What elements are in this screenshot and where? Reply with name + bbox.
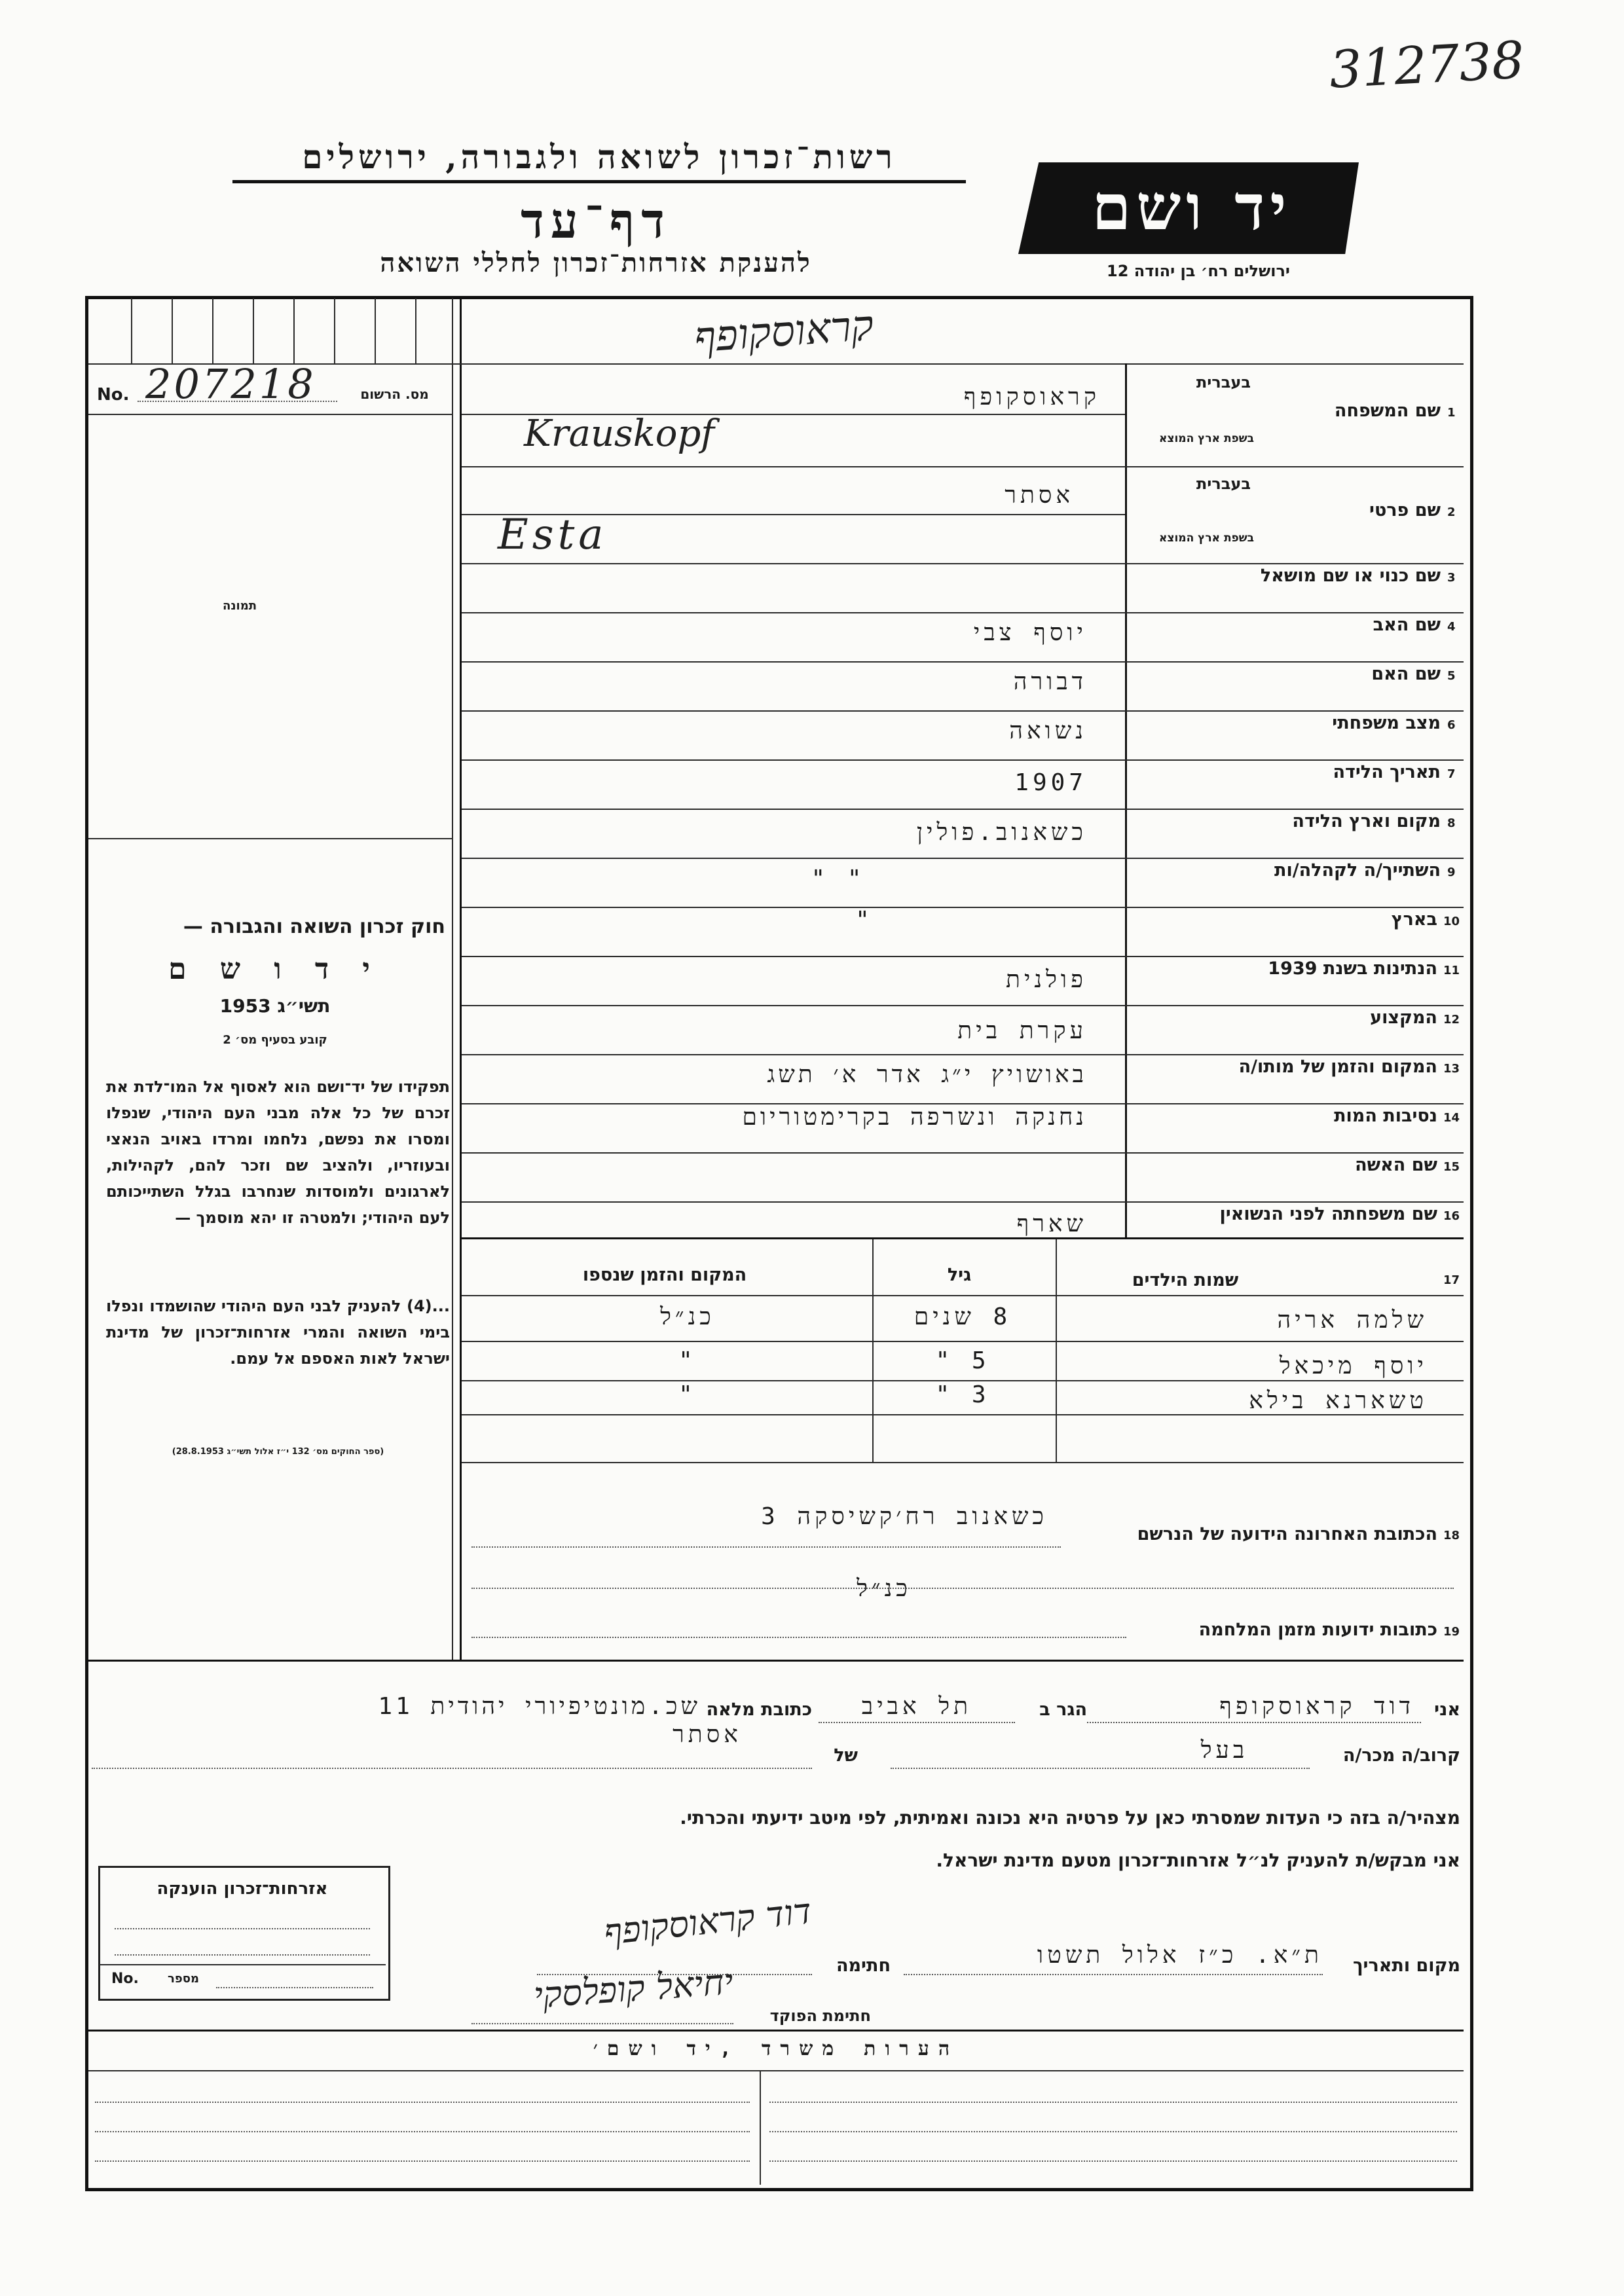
field-1-value-hebrew[interactable]: קראוסקופף (963, 384, 1100, 410)
declaration-ani: אני (1434, 1700, 1460, 1720)
field-12-label: המקצוע (1370, 1008, 1437, 1028)
field-2-label: שם פרטי (1369, 500, 1441, 520)
remarks-heading: הערות משרד ,יד ושם׳ (593, 2037, 959, 2060)
field-9-number: 9 (1447, 866, 1456, 879)
victim-name-ref[interactable]: אסתר (673, 1721, 742, 1748)
child-2-place[interactable]: " (678, 1347, 697, 1374)
field-5-value[interactable]: דבורה (1013, 668, 1087, 695)
officer-signature[interactable]: יחיאל קופלסקי (532, 1961, 735, 2016)
field-5-number: 5 (1447, 669, 1456, 683)
field-6-number: 6 (1447, 718, 1456, 732)
field-1-value-latin[interactable]: Krauskopf (524, 412, 715, 455)
law-paragraph-2: ...(4) להעניק לבני העם היהודי שהושמדו ונפלו בימי השואה והמרי אזרחות־זכרון של מדינת ישראל לאות האספם אל עמם. (106, 1297, 450, 1368)
law-clause: קובע בסעיף מס׳ 2 (223, 1033, 327, 1047)
field-10-number: 10 (1443, 915, 1460, 928)
field-2-sub-origin: בשפת ארץ המוצא (1158, 532, 1254, 545)
field-6-label: מצב משפחתי (1332, 713, 1441, 733)
declarant-relation[interactable]: בעל (1200, 1737, 1249, 1764)
field-4-number: 4 (1447, 620, 1456, 634)
field-18-value[interactable]: כשאנוב רח׳קשיסקה 3 (761, 1503, 1048, 1530)
child-3-name[interactable]: טשארנא בילא (1249, 1387, 1428, 1414)
field-1-sub-hebrew: בעברית (1196, 373, 1251, 392)
archive-number: 312738 (1327, 31, 1526, 100)
declarant-name[interactable]: דוד קראוסקופף (1219, 1693, 1414, 1720)
citizenship-box-no: No. (111, 1971, 139, 1987)
field-10-value[interactable]: " (855, 907, 874, 934)
field-6-value[interactable]: נשואה (1009, 718, 1087, 744)
field-8-value[interactable]: כשאנוב.פולין (916, 819, 1087, 846)
field-4-label: שם האב (1373, 615, 1441, 635)
child-1-place[interactable]: כנ״ל (660, 1303, 715, 1330)
declaration-statement-2: אני מבקש/ת להעניק לנ״ל אזרחות־זכרון מטעם מדינת ישראל. (936, 1850, 1460, 1871)
field-7-value[interactable]: 1907 (1014, 769, 1087, 796)
children-col-place: המקום והזמן שנספו (582, 1265, 747, 1285)
child-1-age[interactable]: 8 שנים (913, 1303, 1012, 1330)
child-1-name[interactable]: שלמה אריה (1277, 1307, 1428, 1334)
field-9-value[interactable]: " " (811, 866, 866, 892)
place-date-value[interactable]: ת״א. כ״ז אלול תשטו (1037, 1942, 1323, 1969)
law-year: תשי״ג 1953 (219, 995, 331, 1017)
field-13-number: 13 (1443, 1062, 1460, 1076)
field-18-number: 18 (1443, 1529, 1460, 1542)
field-13-label: המקום והזמן של מותו/ה (1238, 1057, 1437, 1077)
field-14-value[interactable]: נחנקה ונשרפה בקרימטוריום (742, 1104, 1087, 1131)
declarant-signature[interactable]: דוד קראוסקופף (602, 1890, 814, 1954)
child-3-place[interactable]: " (678, 1381, 697, 1408)
field-2-number: 2 (1447, 505, 1456, 519)
field-12-number: 12 (1443, 1013, 1460, 1027)
children-col-names: שמות הילדים (1132, 1270, 1239, 1290)
authority-underline (232, 180, 966, 183)
form-title: דף־עד (521, 193, 671, 249)
field-14-label: נסיבות המות (1334, 1106, 1437, 1126)
form-subtitle: להענקת אזרחות־זכרון לחללי השואה (380, 247, 812, 278)
field-3-label: שם כנוי או שם מושאל (1260, 566, 1441, 586)
field-7-number: 7 (1447, 767, 1456, 781)
field-16-label: שם משפחתה לפני הנשואין (1219, 1204, 1437, 1224)
field-18-value-2[interactable]: כנ״ל (857, 1575, 912, 1602)
field-11-number: 11 (1443, 964, 1460, 977)
field-8-number: 8 (1447, 816, 1456, 830)
signature-label: חתימה (836, 1956, 891, 1976)
law-source: (ספר החוקים מס׳ 132 י״ז אלול תשי״ג 28.8.1953) (172, 1447, 384, 1457)
field-8-label: מקום וארץ הלידה (1292, 811, 1441, 831)
declarant-city[interactable]: תל אביב (861, 1693, 972, 1720)
registration-label: מס. הרשום (360, 386, 429, 402)
registration-number[interactable]: 207218 (145, 360, 316, 408)
field-11-label: הנתינות בשנת 1939 (1268, 958, 1437, 979)
field-17-number: 17 (1443, 1273, 1460, 1287)
declarant-address[interactable]: שכ.מונטיפיורי יהודית 11 (378, 1693, 701, 1720)
field-19-label: כתובות ידועות מזמן המלחמה (1198, 1620, 1437, 1640)
authority-heading: רשות־זכרון לשואה ולגבורה, ירושלים (302, 137, 896, 176)
field-10-label: בארץ (1391, 909, 1437, 930)
declaration-address-label: כתובת מלאה (706, 1700, 812, 1720)
field-5-label: שם האם (1371, 664, 1441, 684)
declaration-relative-label: קרוב/ה מכר/ה (1342, 1745, 1460, 1766)
field-13-value[interactable]: באושויץ י״ג אדר א׳ תשג (767, 1061, 1087, 1088)
citizenship-box-number-label: מספר (168, 1972, 199, 1986)
field-16-number: 16 (1443, 1209, 1460, 1223)
law-heading: חוק זכרון השואה והגבורה — (183, 915, 445, 938)
field-18-label: הכתובת האחרונה הידועה של הנרשם (1137, 1524, 1437, 1544)
field-4-value[interactable]: יוסף צבי (973, 619, 1087, 646)
field-15-number: 15 (1443, 1160, 1460, 1174)
field-12-value[interactable]: עקרת בית (957, 1017, 1087, 1044)
child-3-age[interactable]: 3 " (935, 1381, 990, 1408)
field-9-label: השתייך/ה לקהלה/ות (1274, 860, 1441, 881)
registration-no-prefix: No. (97, 385, 130, 405)
officer-signature-label: חתימת הפוקד (769, 2007, 871, 2025)
field-2-value-latin[interactable]: Esta (498, 511, 608, 559)
law-name: י ד ו ש ם (168, 953, 382, 986)
declaration-residing-label: הגר ב (1039, 1700, 1087, 1720)
field-7-label: תאריך הלידה (1333, 762, 1441, 782)
citizenship-box-title: אזרחות־זכרון הוענקה (157, 1879, 328, 1899)
field-3-number: 3 (1447, 571, 1456, 585)
child-2-name[interactable]: יוסף מיכאל (1279, 1353, 1428, 1379)
child-2-age[interactable]: 5 " (935, 1347, 990, 1374)
logo-text: יד ושם (1092, 170, 1292, 244)
field-1-sub-origin: בשפת ארץ המוצא (1158, 432, 1254, 445)
field-14-number: 14 (1443, 1111, 1460, 1125)
field-2-value-hebrew[interactable]: אסתר (1005, 482, 1074, 509)
law-paragraph-1: תפקידו של יד־ושם הוא לאסוף אל המו־לדת את זכרם של כל אלה מבני העם היהודי, שנפלו ומסרו את נפשם, נלחמו ומרדו באויב הנאצי ובעוזריו, ולהציב שם וזכר להם, לקהילות, לארגונים ולמוסדות שנחרבו בגלל השתייכותם לעם היהודי; ולמטרה זו יהא מוסמך — (106, 1078, 450, 1227)
field-1-number: 1 (1447, 406, 1456, 420)
field-1-label: שם המשפחה (1334, 401, 1441, 421)
declaration-statement-1: מצהיר/ה בזה כי העדות שמסרתי כאן על פרטיה היא נכונה ואמיתית, לפי מיטב ידיעתי והכרתי. (680, 1807, 1460, 1829)
place-date-label: מקום ותאריך (1352, 1956, 1460, 1976)
children-col-age: גיל (947, 1265, 972, 1285)
photo-label: תמונה (223, 599, 257, 613)
declaration-of-label: של (834, 1745, 858, 1766)
field-11-value[interactable]: פולנית (1005, 966, 1087, 993)
field-2-sub-hebrew: בעברית (1196, 475, 1251, 493)
field-16-value[interactable]: שארף (1016, 1211, 1087, 1237)
field-19-number: 19 (1443, 1625, 1460, 1639)
field-15-label: שם האשה (1355, 1155, 1437, 1175)
top-handwritten-name: קראוסקופף (692, 301, 876, 363)
logo-address: ירושלים רח׳ בן יהודה 12 (1107, 262, 1290, 280)
